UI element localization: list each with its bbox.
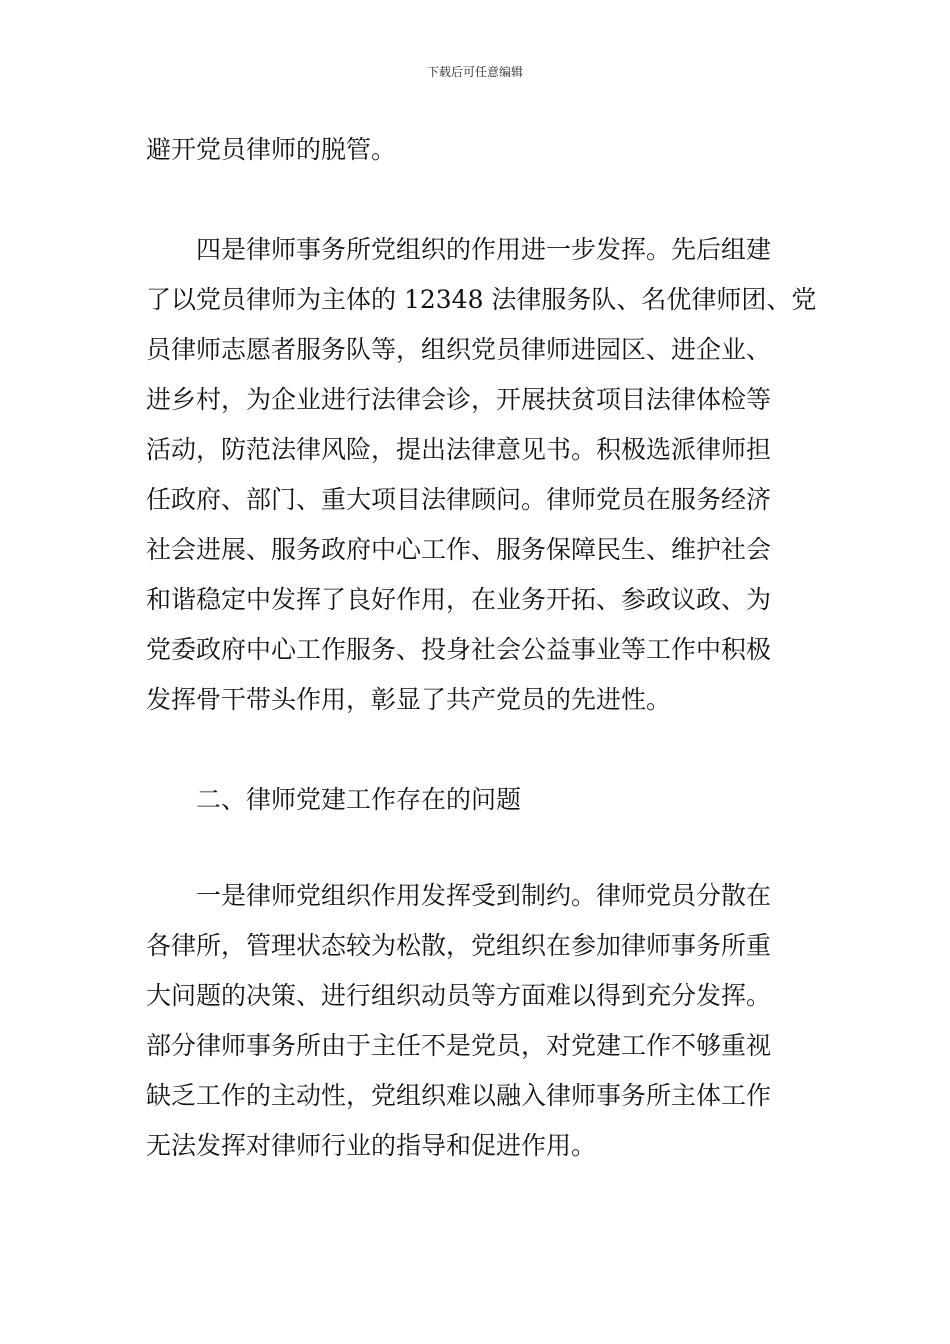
paragraph-line: 社会进展、服务政府中心工作、服务保障民生、维护社会 xyxy=(146,535,772,564)
section-heading: 二、律师党建工作存在的问题 xyxy=(196,785,522,814)
paragraph-line: 一是律师党组织作用发挥受到制约。律师党员分散在 xyxy=(196,881,772,910)
paragraph-line: 部分律师事务所由于主任不是党员，对党建工作不够重视 xyxy=(146,1031,772,1060)
paragraph-line: 活动，防范法律风险，提出法律意见书。积极选派律师担 xyxy=(146,435,772,464)
paragraph-line: 大问题的决策、进行组织动员等方面难以得到充分发挥。 xyxy=(146,981,772,1010)
paragraph-line: 员律师志愿者服务队等，组织党员律师进园区、进企业、 xyxy=(146,335,772,364)
paragraph-line: 无法发挥对律师行业的指导和促进作用。 xyxy=(146,1131,597,1160)
paragraph-line: 党委政府中心工作服务、投身社会公益事业等工作中积极 xyxy=(146,635,772,664)
page-header: 下载后可任意编辑 xyxy=(426,65,523,79)
paragraph-line: 了以党员律师为主体的 12348 法律服务队、名优律师团、党 xyxy=(146,285,817,314)
paragraph-line: 避开党员律师的脱管。 xyxy=(146,135,397,164)
paragraph-line: 任政府、部门、重大项目法律顾问。律师党员在服务经济 xyxy=(146,485,772,514)
paragraph-line: 进乡村，为企业进行法律会诊，开展扶贫项目法律体检等 xyxy=(146,385,772,414)
paragraph-line: 缺乏工作的主动性，党组织难以融入律师事务所主体工作 xyxy=(146,1081,772,1110)
paragraph-line: 和谐稳定中发挥了良好作用，在业务开拓、参政议政、为 xyxy=(146,585,772,614)
paragraph-line: 发挥骨干带头作用，彰显了共产党员的先进性。 xyxy=(146,685,672,714)
paragraph-line: 各律所，管理状态较为松散，党组织在参加律师事务所重 xyxy=(146,931,772,960)
paragraph-line: 四是律师事务所党组织的作用进一步发挥。先后组建 xyxy=(196,235,772,264)
